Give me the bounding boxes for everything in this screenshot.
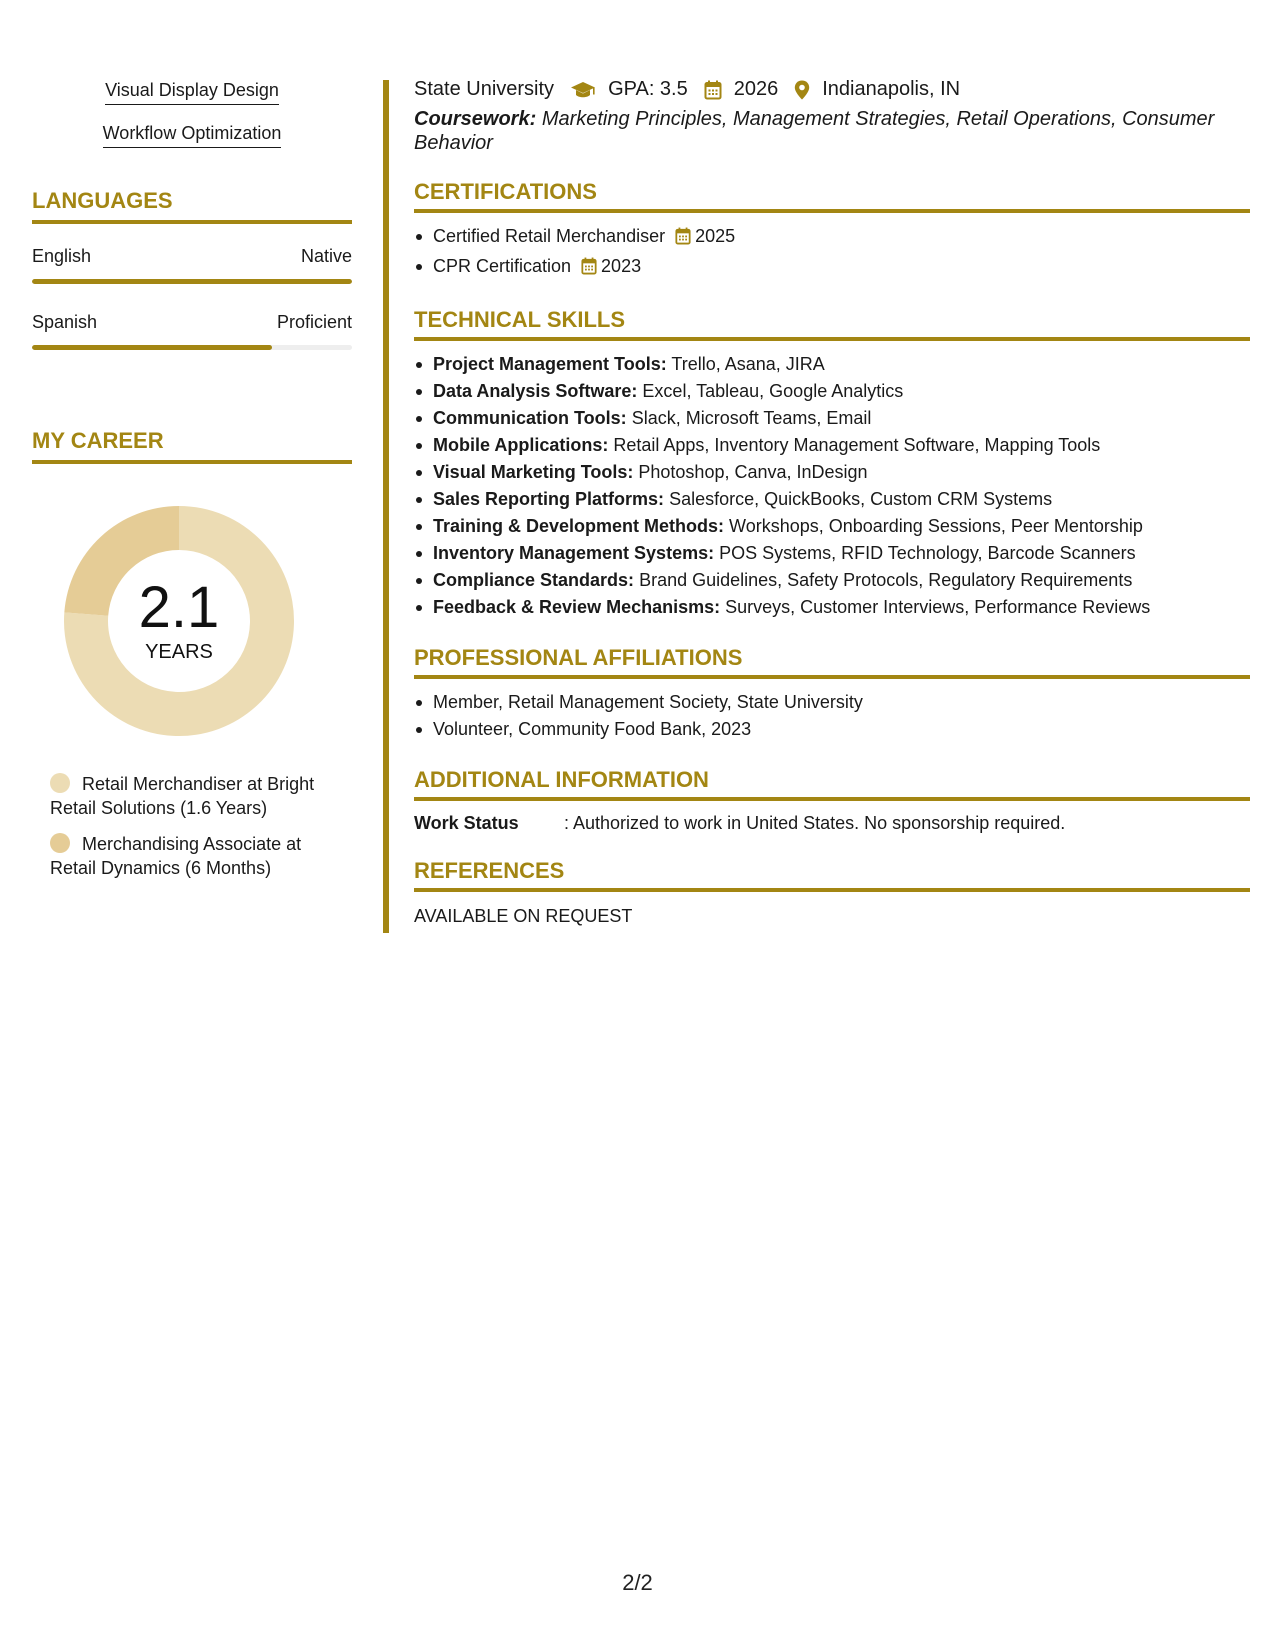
- technical-skill-value: Slack, Microsoft Teams, Email: [631, 408, 872, 428]
- technical-skill-label: Visual Marketing Tools:: [433, 462, 634, 482]
- location-pin-icon: [794, 80, 810, 100]
- calendar-icon: [704, 80, 722, 100]
- technical-skill-label: Project Management Tools:: [433, 354, 667, 374]
- main-content: [414, 78, 1250, 927]
- references-text: AVAILABLE ON REQUEST: [414, 906, 633, 926]
- calendar-icon: [675, 226, 691, 253]
- technical-skill-value: Trello, Asana, JIRA: [671, 354, 825, 374]
- career-legend: [32, 772, 352, 880]
- affiliations-title: PROFESSIONAL AFFILIATIONS: [414, 645, 1250, 679]
- certification-item: [414, 223, 1250, 253]
- sidebar: [32, 80, 352, 892]
- technical-skill-item: [414, 378, 1250, 405]
- coursework: [414, 107, 1250, 155]
- languages-list: [32, 246, 352, 350]
- work-status-value: : Authorized to work in United States. No sponsorship required.: [564, 813, 1066, 833]
- language-proficiency-bar: [32, 345, 352, 350]
- graduation-year: 2026: [733, 78, 779, 100]
- technical-skill-item: [414, 486, 1250, 513]
- career-title: MY CAREER: [32, 428, 352, 464]
- language-row: [32, 246, 352, 267]
- technical-skill-label: Feedback & Review Mechanisms:: [433, 597, 721, 617]
- school-name: State University: [414, 78, 555, 100]
- work-status-row: [414, 813, 1250, 834]
- technical-skill-value: Workshops, Onboarding Sessions, Peer Mentorship: [729, 516, 1143, 536]
- technical-skill-item: [414, 513, 1250, 540]
- skill-tag: Workflow Optimization: [103, 123, 282, 148]
- languages-section: [32, 188, 352, 350]
- language-proficiency-fill: [32, 279, 352, 284]
- calendar-icon: [581, 256, 597, 283]
- technical-skill-item: [414, 459, 1250, 486]
- language-name: English: [32, 246, 92, 266]
- school-location: Indianapolis, IN: [822, 78, 961, 100]
- skill-tag: Visual Display Design: [105, 80, 279, 105]
- technical-skill-label: Sales Reporting Platforms:: [433, 489, 665, 509]
- affiliation-item: Member, Retail Management Society, State University: [414, 689, 1250, 716]
- technical-skill-item: [414, 594, 1250, 621]
- language-proficiency-bar: [32, 279, 352, 284]
- technical-skills-title: TECHNICAL SKILLS: [414, 307, 1250, 341]
- technical-skill-value: Salesforce, QuickBooks, Custom CRM Systems: [669, 489, 1053, 509]
- technical-skill-value: POS Systems, RFID Technology, Barcode Scanners: [719, 543, 1136, 563]
- career-donut-chart: [64, 506, 294, 736]
- career-legend-label: Merchandising Associate at Retail Dynamics (6 Months): [50, 834, 302, 878]
- technical-skill-value: Photoshop, Canva, InDesign: [638, 462, 868, 482]
- technical-skill-item: [414, 567, 1250, 594]
- technical-skill-label: Compliance Standards:: [433, 570, 635, 590]
- technical-skill-label: Mobile Applications:: [433, 435, 609, 455]
- technical-skill-value: Brand Guidelines, Safety Protocols, Regulatory Requirements: [639, 570, 1133, 590]
- career-legend-item: [50, 772, 352, 820]
- technical-skill-label: Inventory Management Systems:: [433, 543, 715, 563]
- coursework-label: Coursework:: [414, 108, 537, 130]
- career-legend-label: Retail Merchandiser at Bright Retail Solutions (1.6 Years): [50, 774, 315, 818]
- donut-center: [64, 506, 294, 736]
- technical-skill-item: [414, 432, 1250, 459]
- affiliations-list: [414, 689, 1250, 743]
- education-line: [414, 78, 1250, 101]
- languages-title: LANGUAGES: [32, 188, 352, 224]
- certification-name: Certified Retail Merchandiser: [433, 226, 666, 246]
- column-divider: [383, 80, 389, 933]
- page-number: 2/2: [622, 1570, 653, 1595]
- legend-dot-icon: [50, 833, 70, 853]
- references-title: REFERENCES: [414, 858, 1250, 892]
- career-total-unit: YEARS: [145, 640, 213, 663]
- gpa: GPA: 3.5: [608, 78, 688, 100]
- certifications-title: CERTIFICATIONS: [414, 179, 1250, 213]
- skill-tags: [32, 80, 352, 166]
- technical-skill-label: Data Analysis Software:: [433, 381, 638, 401]
- language-name: Spanish: [32, 312, 98, 332]
- career-legend-item: [50, 832, 352, 880]
- technical-skill-value: Retail Apps, Inventory Management Software, Mapping Tools: [613, 435, 1101, 455]
- legend-dot-icon: [50, 773, 70, 793]
- additional-info-title: ADDITIONAL INFORMATION: [414, 767, 1250, 801]
- language-row: [32, 312, 352, 333]
- work-status-label: Work Status: [414, 813, 519, 833]
- graduation-cap-icon: [570, 80, 596, 100]
- certification-item: [414, 253, 1250, 283]
- certifications-list: [414, 223, 1250, 283]
- technical-skills-list: [414, 351, 1250, 621]
- technical-skill-item: [414, 351, 1250, 378]
- technical-skill-label: Communication Tools:: [433, 408, 627, 428]
- language-proficiency-fill: [32, 345, 272, 350]
- affiliation-item: Volunteer, Community Food Bank, 2023: [414, 716, 1250, 743]
- language-level: Proficient: [276, 312, 352, 332]
- technical-skill-item: [414, 405, 1250, 432]
- certification-year: 2025: [695, 226, 736, 246]
- technical-skill-value: Excel, Tableau, Google Analytics: [642, 381, 904, 401]
- certification-year: 2023: [601, 256, 642, 276]
- technical-skill-value: Surveys, Customer Interviews, Performance Reviews: [725, 597, 1151, 617]
- career-total-years: 2.1: [138, 574, 220, 640]
- technical-skill-label: Training & Development Methods:: [433, 516, 725, 536]
- language-level: Native: [300, 246, 352, 266]
- technical-skill-item: [414, 540, 1250, 567]
- certification-name: CPR Certification: [433, 256, 572, 276]
- coursework-list: Marketing Principles, Management Strategies, Retail Operations, Consumer Behavior: [414, 108, 1215, 154]
